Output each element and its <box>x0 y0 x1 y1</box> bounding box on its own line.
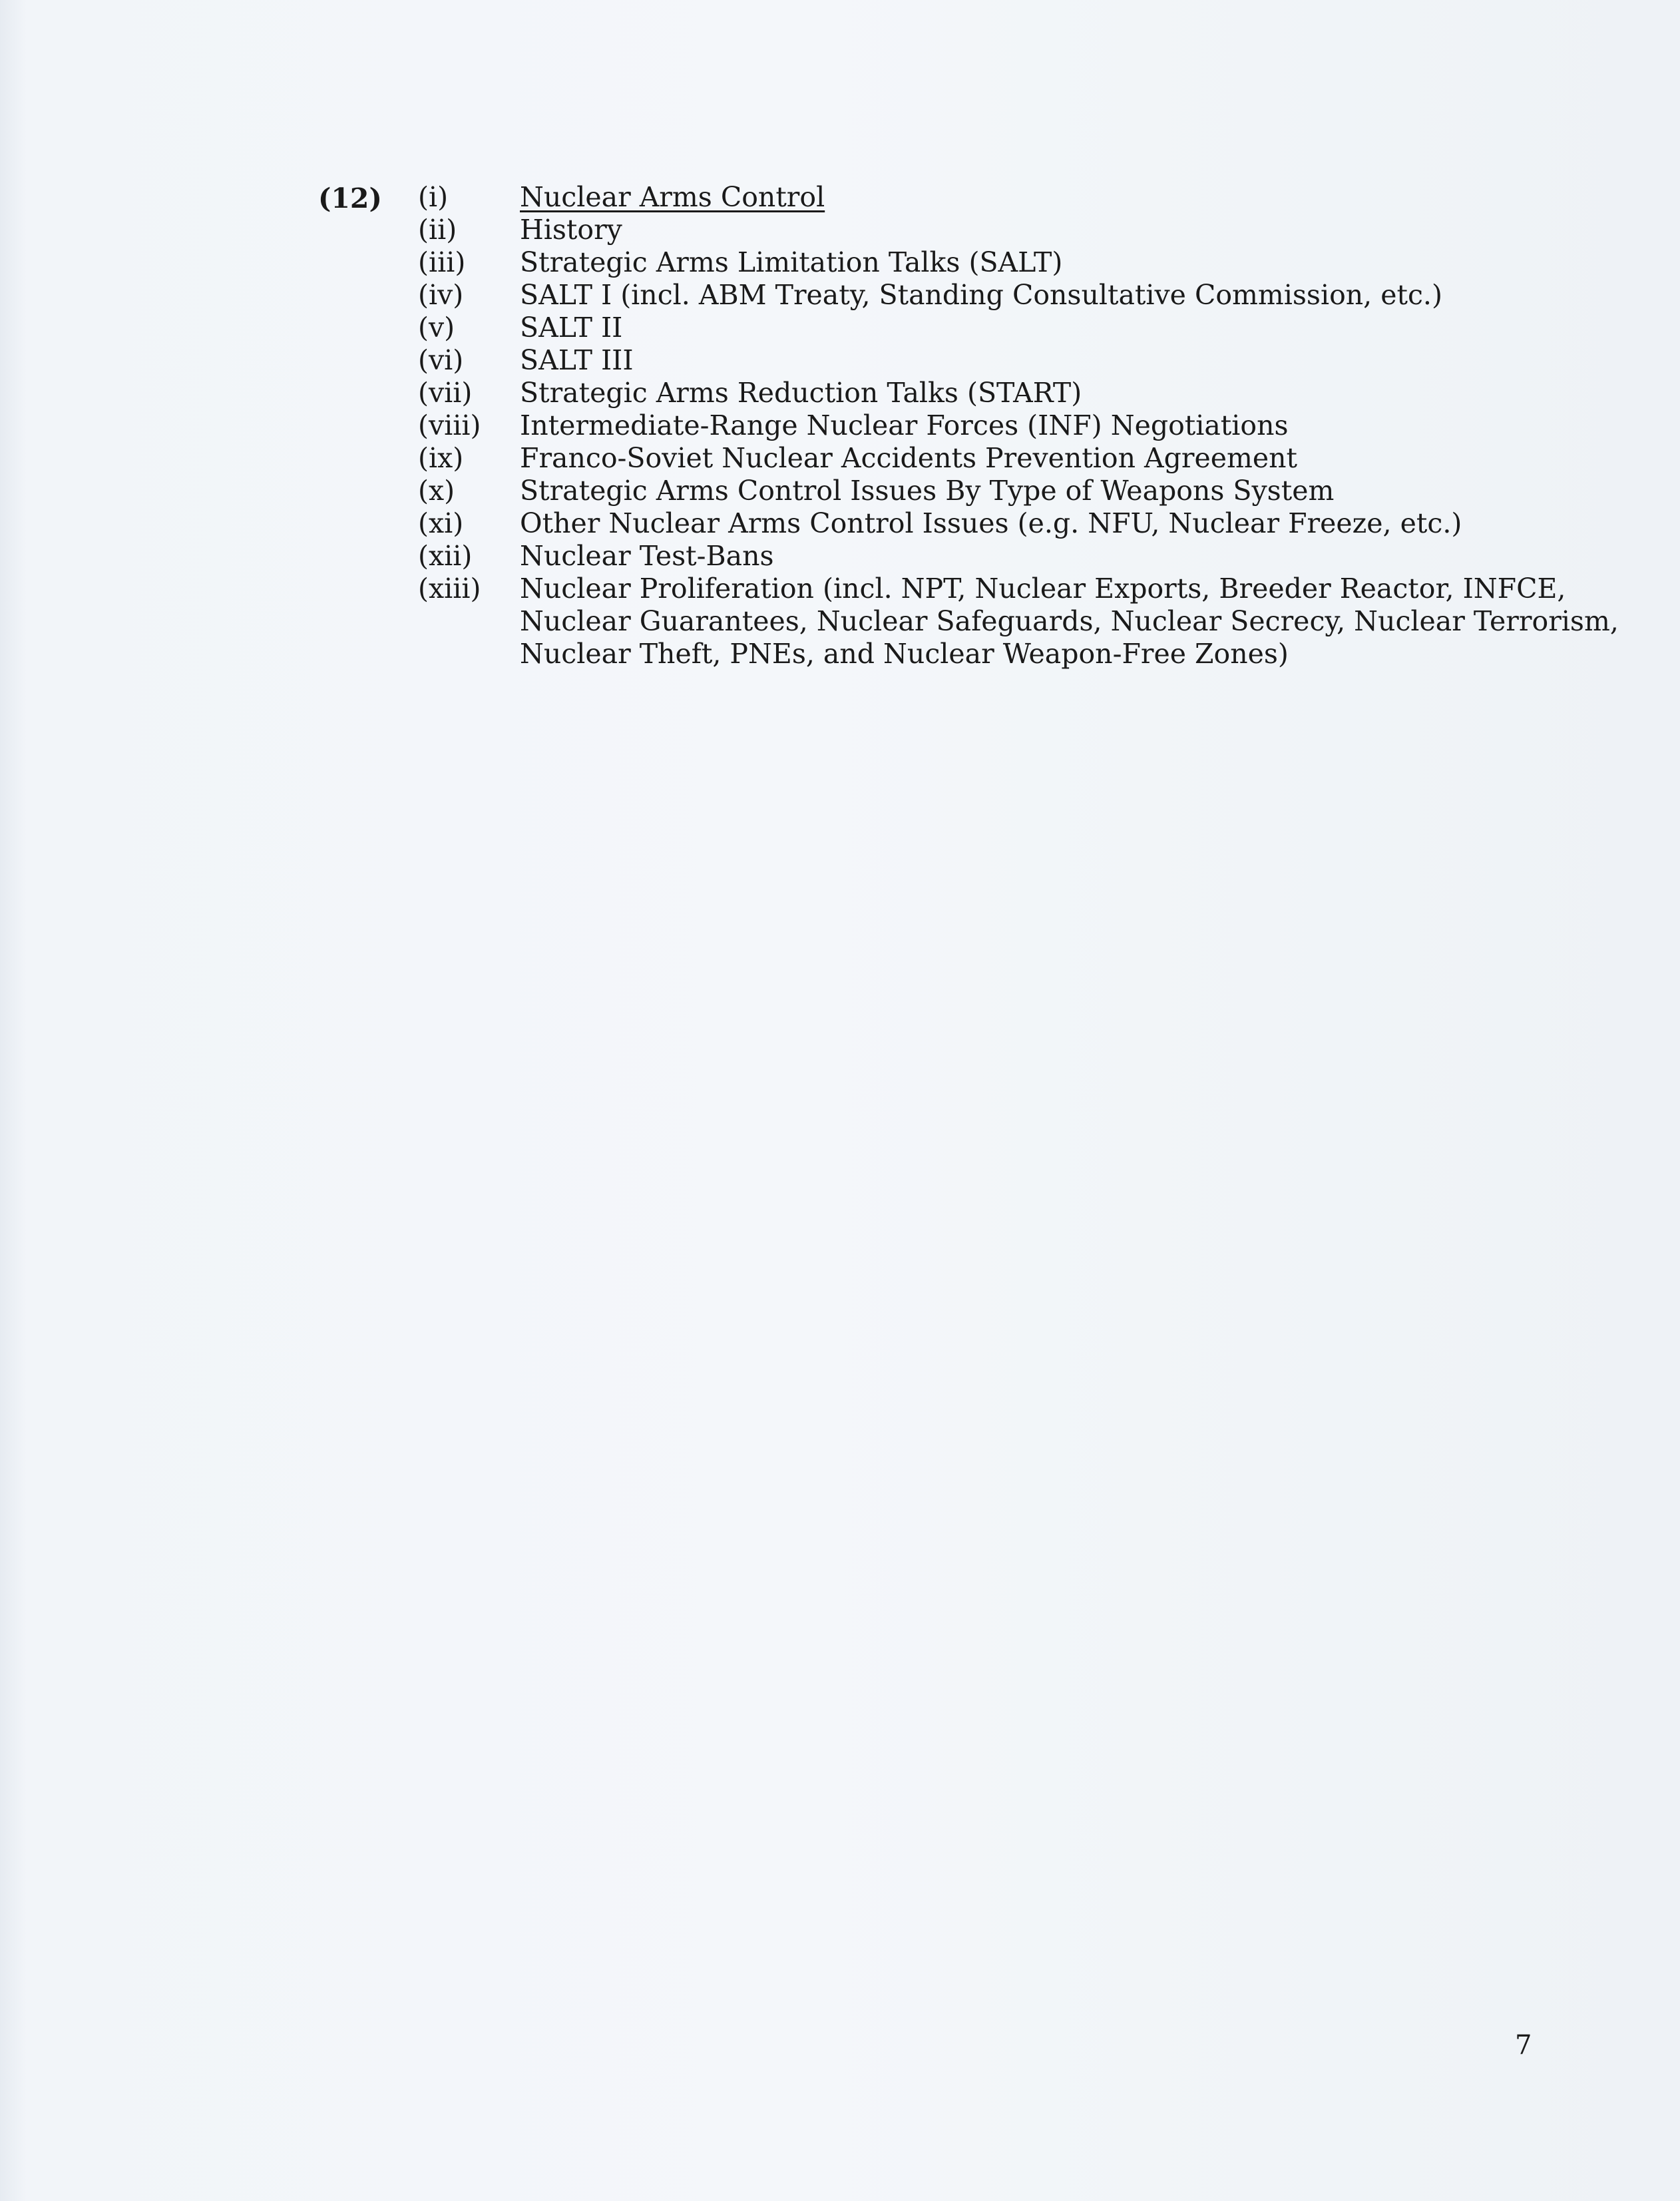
section-number: (12) <box>318 182 382 214</box>
entry-title-line: Strategic Arms Limitation Talks (SALT) <box>520 246 1063 278</box>
list-item <box>418 246 1649 279</box>
list-item <box>418 279 1649 312</box>
entry-title <box>520 573 1649 670</box>
entry-numeral: (iii) <box>418 246 466 278</box>
entry-title-line: SALT III <box>520 344 634 376</box>
entry-title <box>520 540 1649 573</box>
entry-title-line: Strategic Arms Reduction Talks (START) <box>520 377 1082 409</box>
entry-numeral: (viii) <box>418 409 481 441</box>
entry-title <box>520 279 1649 312</box>
list-item <box>418 507 1649 540</box>
list-item <box>418 181 1649 214</box>
entry-title <box>520 507 1649 540</box>
entry-title-line: Nuclear Theft, PNEs, and Nuclear Weapon-Free Zones) <box>520 638 1289 670</box>
entry-numeral: (ii) <box>418 214 457 246</box>
contents-list <box>418 181 1649 670</box>
entry-title-line: Franco-Soviet Nuclear Accidents Prevention Agreement <box>520 442 1298 474</box>
entry-title <box>520 442 1649 475</box>
entry-numeral: (xiii) <box>418 573 481 605</box>
entry-title <box>520 312 1649 344</box>
entry-title-line: Other Nuclear Arms Control Issues (e.g. NFU, Nuclear Freeze, etc.) <box>520 507 1462 539</box>
entry-title-line: Strategic Arms Control Issues By Type of Weapons System <box>520 475 1335 507</box>
entry-title-line: Nuclear Arms Control <box>520 181 825 213</box>
entry-title <box>520 214 1649 246</box>
entry-numeral: (iv) <box>418 279 464 311</box>
page-number: 7 <box>1515 2030 1532 2061</box>
entry-numeral: (vi) <box>418 344 464 376</box>
entry-numeral: (xi) <box>418 507 464 539</box>
entry-title-line: Nuclear Proliferation (incl. NPT, Nuclear Exports, Breeder Reactor, INFCE, <box>520 573 1566 605</box>
list-item <box>418 312 1649 344</box>
entry-numeral: (i) <box>418 181 449 213</box>
entry-title <box>520 475 1649 507</box>
entry-numeral: (xii) <box>418 540 473 572</box>
entry-title <box>520 409 1649 442</box>
list-item <box>418 344 1649 377</box>
list-item <box>418 409 1649 442</box>
list-item <box>418 573 1649 670</box>
entry-numeral: (x) <box>418 475 455 507</box>
entry-title-line: Nuclear Guarantees, Nuclear Safeguards, Nuclear Secrecy, Nuclear Terrorism, <box>520 605 1619 637</box>
entry-title-line: SALT I (incl. ABM Treaty, Standing Consultative Commission, etc.) <box>520 279 1442 311</box>
list-item <box>418 475 1649 507</box>
entry-numeral: (vii) <box>418 377 473 409</box>
entry-title-line: SALT II <box>520 312 623 344</box>
entry-numeral: (v) <box>418 312 455 344</box>
list-item <box>418 442 1649 475</box>
entry-numeral: (ix) <box>418 442 464 474</box>
list-item <box>418 214 1649 246</box>
entry-title-line: History <box>520 214 622 246</box>
entry-title-line: Nuclear Test-Bans <box>520 540 774 572</box>
entry-title <box>520 344 1649 377</box>
list-item <box>418 377 1649 409</box>
list-item <box>418 540 1649 573</box>
entry-title <box>520 181 1649 214</box>
entry-title-line: Intermediate-Range Nuclear Forces (INF) Negotiations <box>520 409 1289 441</box>
entry-title <box>520 246 1649 279</box>
entry-title <box>520 377 1649 409</box>
